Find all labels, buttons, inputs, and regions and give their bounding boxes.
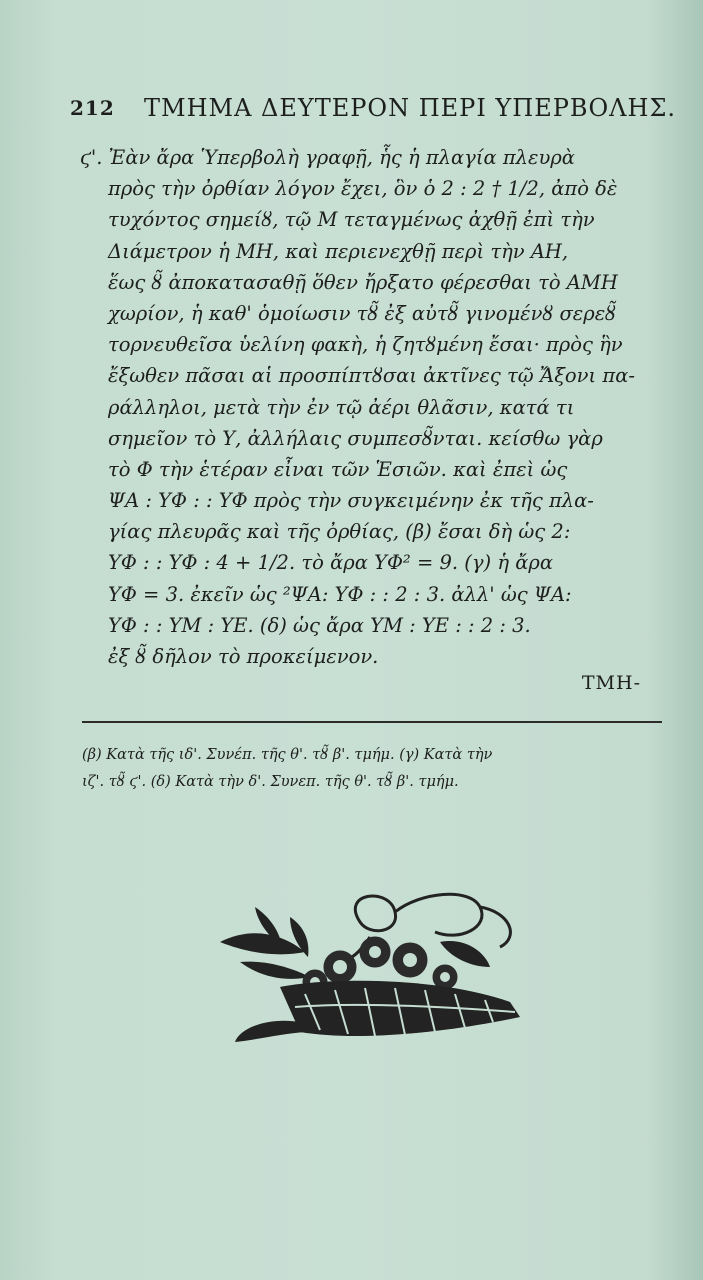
body-line: ΨΑ : ΥΦ : : ΥΦ πρὸς τὴν συγκειμένην ἐκ τῆς πλα- bbox=[108, 489, 594, 513]
footnote-line: ιζ'. τȣ̃ ϛ'. (δ) Κατὰ τὴν δ'. Συνεπ. τῆς θ'. τȣ̃ β'. τμήμ. bbox=[82, 774, 459, 790]
body-line: τορνευθεῖσα ὑελίνη φακὴ, ἡ ζητȣμένη ἔσαι· πρὸς ἣν bbox=[108, 333, 623, 357]
body-line: χωρίον, ἡ καθ' ὁμοίωσιν τȣ̃ ἐξ αὐτȣ̃ γινομένȣ σερεȣ̃ bbox=[108, 301, 616, 325]
running-header bbox=[70, 94, 677, 130]
body-line: πρὸς τὴν ὀρθίαν λόγον ἔχει, ὃν ὁ 2 : 2 † 1/2, ἀπὸ δὲ bbox=[108, 177, 618, 201]
catchword: ΤΜΗ- bbox=[581, 672, 641, 694]
footnote-rule bbox=[82, 721, 662, 723]
body-line: ΥΦ : : ΥΦ : 4 + 1/2. τὸ ἄρα ΥΦ² = 9. (γ) ἡ ἄρα bbox=[108, 551, 554, 575]
footnotes bbox=[82, 742, 672, 796]
body-paragraph bbox=[80, 142, 665, 672]
page-number: 212 bbox=[70, 96, 115, 120]
flower-basket-vignette-icon bbox=[210, 882, 530, 1062]
body-line: ἐξ ȣ̃ δῆλον τὸ προκείμενον. bbox=[108, 645, 379, 668]
body-line: Διάμετρον ἡ ΜΗ, καὶ περιενεχθῇ περὶ τὴν ΑΗ, bbox=[108, 239, 569, 263]
body-line: ἕως ȣ̃ ἀποκατασαθῇ ὅθεν ἤρξατο φέρεσθαι τὸ ΑΜΗ bbox=[108, 270, 618, 294]
body-line: ἔξωθεν πᾶσαι αἱ προσπίπτȣσαι ἀκτῖνες τῷ Ἄξονι πα- bbox=[108, 364, 635, 388]
body-line: ϛ'. Ἐὰν ἄρα Ὑπερβολὴ γραφῇ, ἧς ἡ πλαγία πλευρὰ bbox=[80, 146, 575, 169]
body-line: σημεῖον τὸ Υ, ἀλλήλαις συμπεσȣ̃νται. κείσθω γὰρ bbox=[108, 426, 603, 450]
body-line: ράλληλοι, μετὰ τὴν ἐν τῷ ἀέρι θλᾶσιν, κατά τι bbox=[108, 395, 575, 419]
body-line: γίας πλευρᾶς καὶ τῆς ὀρθίας, (β) ἔσαι δὴ ὡς 2: bbox=[108, 520, 571, 544]
running-title: ΤΜΗΜΑ ΔΕΥΤΕΡΟΝ ΠΕΡΙ ΥΠΕΡΒΟΛΗΣ. bbox=[144, 94, 677, 122]
body-line: τυχόντος σημείȣ, τῷ Μ τεταγμένως ἀχθῇ ἐπὶ τὴν bbox=[108, 208, 595, 232]
footnote-line: (β) Κατὰ τῆς ιδ'. Συνέπ. τῆς θ'. τȣ̃ β'. τμήμ. (γ) Κατὰ τὴν bbox=[82, 747, 493, 763]
body-line: τὸ Φ τὴν ἑτέραν εἶναι τῶν Ἑσιῶν. καὶ ἐπεὶ ὡς bbox=[108, 457, 568, 481]
body-line: ΥΦ : : ΥΜ : ΥΕ. (δ) ὡς ἄρα ΥΜ : ΥΕ : : 2 : 3. bbox=[108, 613, 531, 637]
body-line: ΥΦ = 3. ἐκεῖν ὡς ²ΨΑ: ΥΦ : : 2 : 3. ἀλλ' ὡς ΨΑ: bbox=[108, 582, 572, 606]
